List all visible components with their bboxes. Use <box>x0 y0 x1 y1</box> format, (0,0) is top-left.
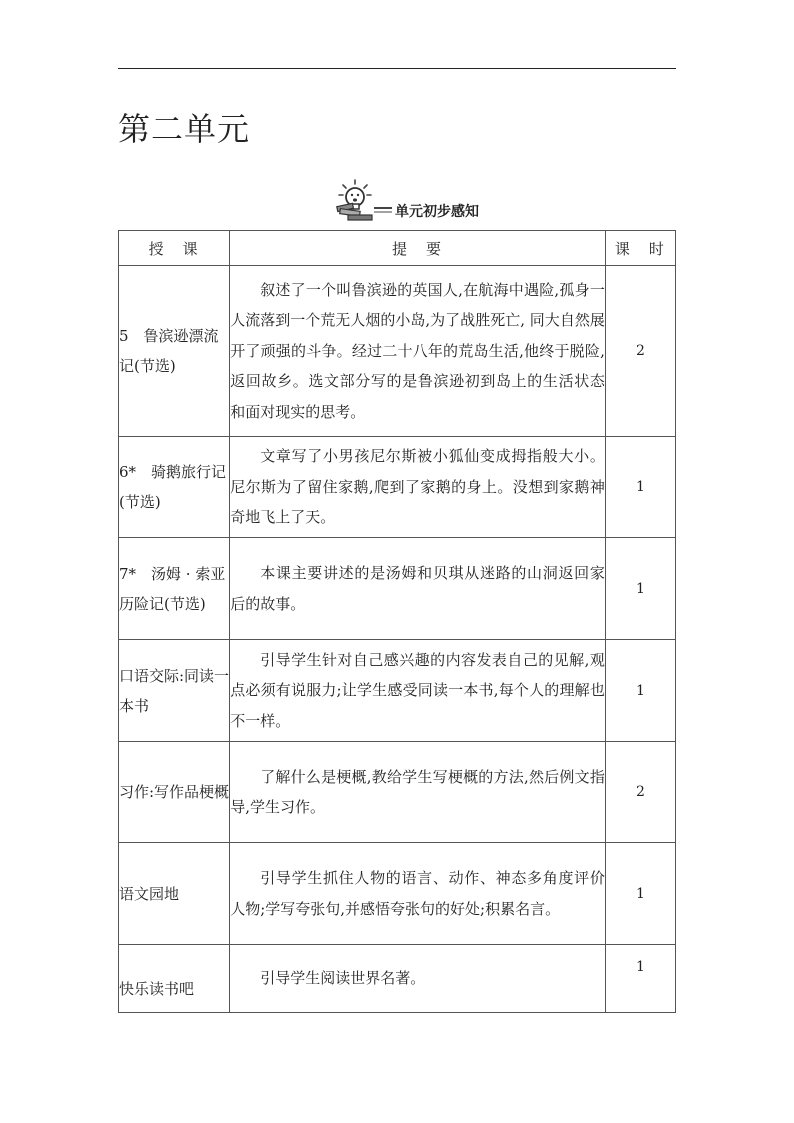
header-summary: 提 要 <box>230 231 606 266</box>
unit-title: 第二单元 <box>118 110 251 148</box>
table-row <box>119 945 676 1013</box>
summary-cell <box>230 742 606 843</box>
summary-cell <box>230 538 606 640</box>
summary-cell <box>230 640 606 742</box>
lesson-plan-table <box>118 230 676 1013</box>
summary-text: 引导学生抓住人物的语言、动作、神态多角度评价人物;学写夸张句,并感悟夸张句的好处;积累名言。 <box>230 869 605 918</box>
lesson-cell: 6* 骑鹅旅行记(节选) <box>119 437 230 538</box>
lesson-cell: 语文园地 <box>119 843 230 945</box>
lesson-cell: 习作:写作品梗概 <box>119 742 230 843</box>
summary-cell <box>230 945 606 1013</box>
hours-cell: 1 <box>605 843 675 945</box>
lesson-cell: 5 鲁滨逊漂流记(节选) <box>119 266 230 437</box>
hours-cell: 1 <box>605 538 675 640</box>
table-row <box>119 742 676 843</box>
hours-cell: 2 <box>605 742 675 843</box>
header-lesson: 授 课 <box>119 231 230 266</box>
summary-text: 引导学生阅读世界名著。 <box>260 969 426 988</box>
table-row <box>119 266 676 437</box>
hours-cell: 1 <box>605 640 675 742</box>
summary-text: 文章写了小男孩尼尔斯被小狐仙变成拇指般大小。尼尔斯为了留住家鹅,爬到了家鹅的身上。没想到家鹅神奇地飞上了天。 <box>230 447 605 527</box>
table-row <box>119 640 676 742</box>
hours-cell: 1 <box>605 945 675 1013</box>
summary-text: 了解什么是梗概,教给学生写梗概的方法,然后例文指导,学生习作。 <box>230 767 605 816</box>
header-hours: 课 时 <box>605 231 675 266</box>
summary-cell <box>230 437 606 538</box>
summary-cell <box>230 843 606 945</box>
lesson-cell: 快乐读书吧 <box>119 945 230 1013</box>
lesson-cell: 7* 汤姆 · 索亚历险记(节选) <box>119 538 230 640</box>
hours-cell: 1 <box>605 437 675 538</box>
summary-text: 本课主要讲述的是汤姆和贝琪从迷路的山洞返回家后的故事。 <box>230 564 605 613</box>
lesson-cell: 口语交际:同读一本书 <box>119 640 230 742</box>
summary-text: 叙述了一个叫鲁滨逊的英国人,在航海中遇险,孤身一人流落到一个荒无人烟的小岛,为了战胜死亡, 同大自然展开了顽强的斗争。经过二十八年的荒岛生活,他终于脱险,返回故乡。选文部分写的是鲁滨逊初到岛上的生活状态和面对现实的思考。 <box>230 280 605 421</box>
table-row <box>119 437 676 538</box>
summary-cell <box>230 266 606 437</box>
summary-text: 引导学生针对自己感兴趣的内容发表自己的见解,观点必须有说服力;让学生感受同读一本书,每个人的理解也不一样。 <box>230 650 605 730</box>
table-row <box>119 843 676 945</box>
section-banner-label: 单元初步感知 <box>395 204 479 220</box>
hours-cell: 2 <box>605 266 675 437</box>
table-header-row <box>119 231 676 266</box>
top-rule <box>118 68 676 69</box>
table-row <box>119 538 676 640</box>
